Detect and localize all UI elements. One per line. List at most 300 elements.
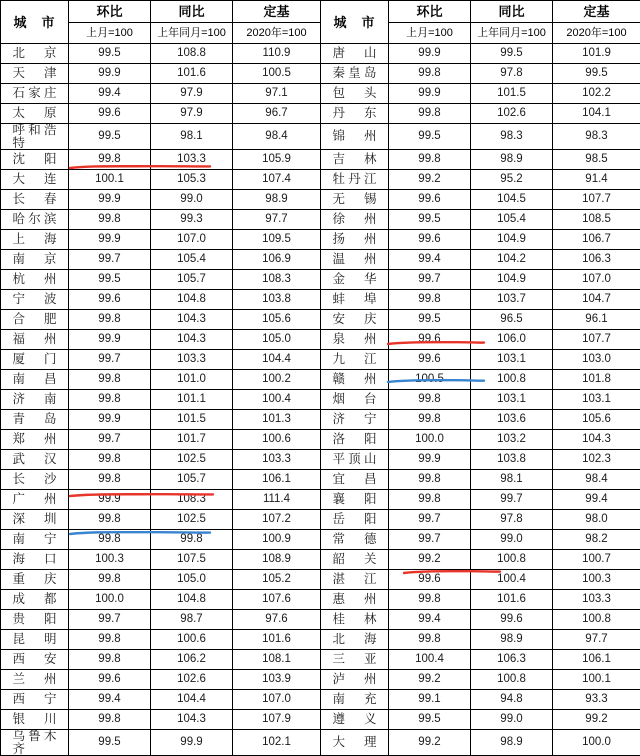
table-row xyxy=(1,490,640,510)
row-city-left xyxy=(1,710,69,730)
city-name: 深圳 xyxy=(13,513,57,526)
row-city-right xyxy=(321,270,389,290)
row-city-right xyxy=(321,64,389,84)
city-name: 泉州 xyxy=(333,333,377,346)
row-mom-left: 99.7 xyxy=(69,430,151,450)
row-mom-left: 99.8 xyxy=(69,530,151,550)
table-row xyxy=(1,230,640,250)
row-city-left xyxy=(1,230,69,250)
city-name: 昆明 xyxy=(13,633,57,646)
row-base-left: 101.3 xyxy=(233,410,321,430)
row-yoy-right: 99.5 xyxy=(471,44,553,64)
row-yoy-right: 101.5 xyxy=(471,84,553,104)
row-city-left xyxy=(1,190,69,210)
row-mom-left: 99.8 xyxy=(69,310,151,330)
row-mom-right: 99.8 xyxy=(389,104,471,124)
row-base-right: 99.5 xyxy=(553,64,640,84)
row-city-left xyxy=(1,450,69,470)
row-base-right: 107.0 xyxy=(553,270,640,290)
row-base-right: 106.1 xyxy=(553,650,640,670)
table-row xyxy=(1,330,640,350)
row-city-left xyxy=(1,84,69,104)
row-mom-right: 99.6 xyxy=(389,190,471,210)
row-city-right xyxy=(321,230,389,250)
row-base-right: 100.0 xyxy=(553,730,640,756)
city-name: 锦州 xyxy=(333,130,377,143)
row-yoy-right: 106.0 xyxy=(471,330,553,350)
city-name: 杭州 xyxy=(13,273,57,286)
city-name: 济南 xyxy=(13,393,57,406)
city-name: 乌鲁木齐 xyxy=(13,730,57,755)
row-mom-right: 99.4 xyxy=(389,610,471,630)
header-group-base-right: 定基 xyxy=(553,1,640,23)
table-row xyxy=(1,710,640,730)
city-name: 上海 xyxy=(13,233,57,246)
header-sub-mom-right: 上月=100 xyxy=(389,23,471,44)
row-base-right: 98.5 xyxy=(553,150,640,170)
row-yoy-right: 97.8 xyxy=(471,510,553,530)
row-mom-right: 99.6 xyxy=(389,230,471,250)
city-name: 大连 xyxy=(13,173,57,186)
row-city-right xyxy=(321,430,389,450)
row-mom-left: 99.9 xyxy=(69,330,151,350)
row-base-right: 103.3 xyxy=(553,590,640,610)
row-city-left xyxy=(1,730,69,756)
row-city-right xyxy=(321,690,389,710)
table-row xyxy=(1,470,640,490)
table-row xyxy=(1,350,640,370)
city-name: 北京 xyxy=(13,47,57,60)
row-city-right xyxy=(321,650,389,670)
table-row xyxy=(1,670,640,690)
city-name: 洛阳 xyxy=(333,433,377,446)
row-yoy-left: 101.5 xyxy=(151,410,233,430)
city-name: 郑州 xyxy=(13,433,57,446)
table-row xyxy=(1,510,640,530)
city-name: 桂林 xyxy=(333,613,377,626)
city-name: 长沙 xyxy=(13,473,57,486)
row-city-left xyxy=(1,650,69,670)
header-group-yoy-left: 同比 xyxy=(151,1,233,23)
row-base-left: 111.4 xyxy=(233,490,321,510)
row-base-right: 96.1 xyxy=(553,310,640,330)
row-base-right: 108.5 xyxy=(553,210,640,230)
row-city-left xyxy=(1,290,69,310)
row-base-left: 98.4 xyxy=(233,124,321,150)
row-yoy-right: 100.8 xyxy=(471,550,553,570)
row-city-left xyxy=(1,570,69,590)
row-base-right: 100.7 xyxy=(553,550,640,570)
row-mom-left: 99.8 xyxy=(69,210,151,230)
row-city-right xyxy=(321,44,389,64)
row-base-right: 98.3 xyxy=(553,124,640,150)
city-name: 襄阳 xyxy=(333,493,377,506)
city-name: 福州 xyxy=(13,333,57,346)
row-city-right xyxy=(321,290,389,310)
row-city-right xyxy=(321,170,389,190)
row-yoy-right: 105.4 xyxy=(471,210,553,230)
row-base-left: 105.9 xyxy=(233,150,321,170)
row-city-left xyxy=(1,670,69,690)
row-yoy-left: 105.7 xyxy=(151,470,233,490)
row-base-right: 98.0 xyxy=(553,510,640,530)
row-base-right: 106.3 xyxy=(553,250,640,270)
table-row xyxy=(1,690,640,710)
city-name: 大理 xyxy=(333,736,377,749)
row-mom-left: 99.5 xyxy=(69,124,151,150)
row-city-right xyxy=(321,730,389,756)
row-yoy-right: 102.6 xyxy=(471,104,553,124)
row-yoy-left: 101.6 xyxy=(151,64,233,84)
table-body xyxy=(1,44,640,756)
row-yoy-left: 99.3 xyxy=(151,210,233,230)
row-mom-right: 99.7 xyxy=(389,510,471,530)
row-city-right xyxy=(321,570,389,590)
row-mom-left: 99.8 xyxy=(69,450,151,470)
row-yoy-right: 99.0 xyxy=(471,530,553,550)
row-yoy-left: 102.5 xyxy=(151,510,233,530)
row-yoy-left: 97.9 xyxy=(151,104,233,124)
row-mom-left: 99.4 xyxy=(69,84,151,104)
city-name: 西宁 xyxy=(13,693,57,706)
row-yoy-right: 98.9 xyxy=(471,150,553,170)
row-yoy-left: 102.6 xyxy=(151,670,233,690)
row-city-right xyxy=(321,590,389,610)
row-base-left: 100.6 xyxy=(233,430,321,450)
city-name: 银川 xyxy=(13,713,57,726)
row-yoy-left: 99.8 xyxy=(151,530,233,550)
row-base-right: 104.7 xyxy=(553,290,640,310)
header-group-mom-left: 环比 xyxy=(69,1,151,23)
row-base-right: 99.4 xyxy=(553,490,640,510)
row-yoy-right: 97.8 xyxy=(471,64,553,84)
city-name: 温州 xyxy=(333,253,377,266)
city-name: 九江 xyxy=(333,353,377,366)
header-city-left: 城 市 xyxy=(1,1,69,44)
row-mom-right: 99.8 xyxy=(389,490,471,510)
row-yoy-right: 103.1 xyxy=(471,350,553,370)
row-mom-left: 99.8 xyxy=(69,370,151,390)
row-base-left: 106.9 xyxy=(233,250,321,270)
row-yoy-left: 105.7 xyxy=(151,270,233,290)
city-name: 宜昌 xyxy=(333,473,377,486)
row-city-left xyxy=(1,690,69,710)
row-city-left xyxy=(1,510,69,530)
row-city-left xyxy=(1,370,69,390)
city-name: 扬州 xyxy=(333,233,377,246)
table-row xyxy=(1,270,640,290)
row-yoy-right: 100.4 xyxy=(471,570,553,590)
row-yoy-left: 101.0 xyxy=(151,370,233,390)
row-city-left xyxy=(1,490,69,510)
row-mom-right: 99.5 xyxy=(389,310,471,330)
row-base-left: 97.1 xyxy=(233,84,321,104)
table-row xyxy=(1,370,640,390)
row-mom-right: 99.8 xyxy=(389,64,471,84)
row-base-left: 98.9 xyxy=(233,190,321,210)
table-row xyxy=(1,570,640,590)
table-row xyxy=(1,730,640,756)
row-mom-left: 99.8 xyxy=(69,710,151,730)
table-row xyxy=(1,590,640,610)
city-name: 南昌 xyxy=(13,373,57,386)
row-base-left: 102.1 xyxy=(233,730,321,756)
row-mom-left: 99.5 xyxy=(69,730,151,756)
city-name: 成都 xyxy=(13,593,57,606)
table-row xyxy=(1,630,640,650)
table-row xyxy=(1,84,640,104)
row-yoy-right: 103.1 xyxy=(471,390,553,410)
table-row xyxy=(1,390,640,410)
row-city-right xyxy=(321,390,389,410)
row-mom-left: 99.9 xyxy=(69,490,151,510)
row-base-left: 97.6 xyxy=(233,610,321,630)
row-yoy-left: 107.5 xyxy=(151,550,233,570)
row-mom-right: 99.8 xyxy=(389,290,471,310)
row-mom-left: 99.7 xyxy=(69,350,151,370)
row-city-right xyxy=(321,250,389,270)
row-mom-left: 100.0 xyxy=(69,590,151,610)
row-city-right xyxy=(321,350,389,370)
row-mom-right: 99.8 xyxy=(389,410,471,430)
row-mom-left: 100.3 xyxy=(69,550,151,570)
row-yoy-left: 101.7 xyxy=(151,430,233,450)
row-yoy-left: 104.3 xyxy=(151,310,233,330)
city-name: 石家庄 xyxy=(13,87,57,100)
row-city-right xyxy=(321,630,389,650)
row-mom-left: 99.9 xyxy=(69,190,151,210)
row-city-left xyxy=(1,250,69,270)
row-yoy-left: 103.3 xyxy=(151,350,233,370)
row-yoy-left: 104.8 xyxy=(151,290,233,310)
city-name: 徐州 xyxy=(333,213,377,226)
row-yoy-right: 104.9 xyxy=(471,270,553,290)
row-base-left: 105.6 xyxy=(233,310,321,330)
city-name: 海口 xyxy=(13,553,57,566)
row-yoy-left: 101.1 xyxy=(151,390,233,410)
row-yoy-left: 106.2 xyxy=(151,650,233,670)
row-yoy-left: 104.3 xyxy=(151,330,233,350)
table-header xyxy=(1,1,640,44)
table-row xyxy=(1,430,640,450)
row-mom-right: 99.5 xyxy=(389,710,471,730)
table-row xyxy=(1,290,640,310)
city-name: 泸州 xyxy=(333,673,377,686)
row-mom-right: 99.7 xyxy=(389,530,471,550)
table-row xyxy=(1,450,640,470)
row-yoy-right: 98.9 xyxy=(471,630,553,650)
row-mom-right: 100.5 xyxy=(389,370,471,390)
row-base-right: 104.3 xyxy=(553,430,640,450)
city-name: 遵义 xyxy=(333,713,377,726)
row-base-left: 107.0 xyxy=(233,690,321,710)
row-city-left xyxy=(1,390,69,410)
row-base-right: 100.1 xyxy=(553,670,640,690)
row-mom-right: 99.9 xyxy=(389,84,471,104)
row-city-right xyxy=(321,104,389,124)
row-base-right: 107.7 xyxy=(553,190,640,210)
row-mom-left: 100.1 xyxy=(69,170,151,190)
city-name: 包头 xyxy=(333,87,377,100)
table-row xyxy=(1,550,640,570)
row-yoy-left: 105.0 xyxy=(151,570,233,590)
row-city-left xyxy=(1,350,69,370)
table-row xyxy=(1,310,640,330)
city-name: 厦门 xyxy=(13,353,57,366)
row-base-left: 105.0 xyxy=(233,330,321,350)
row-yoy-right: 99.7 xyxy=(471,490,553,510)
row-mom-left: 99.6 xyxy=(69,104,151,124)
city-name: 烟台 xyxy=(333,393,377,406)
city-name: 牡丹江 xyxy=(333,173,377,186)
city-name: 吉林 xyxy=(333,153,377,166)
row-yoy-right: 104.9 xyxy=(471,230,553,250)
row-base-left: 101.6 xyxy=(233,630,321,650)
city-name: 天津 xyxy=(13,67,57,80)
row-city-left xyxy=(1,610,69,630)
row-base-left: 104.4 xyxy=(233,350,321,370)
city-name: 长春 xyxy=(13,193,57,206)
row-yoy-right: 103.2 xyxy=(471,430,553,450)
row-yoy-right: 99.6 xyxy=(471,610,553,630)
row-base-left: 107.9 xyxy=(233,710,321,730)
row-mom-left: 99.8 xyxy=(69,470,151,490)
row-mom-right: 99.2 xyxy=(389,670,471,690)
row-mom-right: 99.7 xyxy=(389,270,471,290)
city-name: 平顶山 xyxy=(333,453,377,466)
city-name: 丹东 xyxy=(333,107,377,120)
row-yoy-left: 108.3 xyxy=(151,490,233,510)
row-base-left: 109.5 xyxy=(233,230,321,250)
row-city-right xyxy=(321,510,389,530)
row-city-left xyxy=(1,150,69,170)
row-base-right: 103.1 xyxy=(553,390,640,410)
row-base-left: 108.3 xyxy=(233,270,321,290)
row-base-right: 100.3 xyxy=(553,570,640,590)
row-city-left xyxy=(1,44,69,64)
row-city-left xyxy=(1,104,69,124)
row-yoy-right: 98.3 xyxy=(471,124,553,150)
row-base-right: 104.1 xyxy=(553,104,640,124)
city-name: 岳阳 xyxy=(333,513,377,526)
row-yoy-right: 94.8 xyxy=(471,690,553,710)
row-city-left xyxy=(1,170,69,190)
row-mom-left: 99.8 xyxy=(69,630,151,650)
row-city-right xyxy=(321,490,389,510)
city-name: 常德 xyxy=(333,533,377,546)
table-row xyxy=(1,610,640,630)
row-yoy-left: 104.4 xyxy=(151,690,233,710)
header-sub-base-right: 2020年=100 xyxy=(553,23,640,44)
table-row xyxy=(1,530,640,550)
row-yoy-right: 103.8 xyxy=(471,450,553,470)
city-name: 安庆 xyxy=(333,313,377,326)
header-group-yoy-right: 同比 xyxy=(471,1,553,23)
row-city-right xyxy=(321,670,389,690)
row-city-left xyxy=(1,124,69,150)
row-mom-right: 99.1 xyxy=(389,690,471,710)
row-base-right: 105.6 xyxy=(553,410,640,430)
row-mom-right: 99.8 xyxy=(389,590,471,610)
row-base-left: 107.4 xyxy=(233,170,321,190)
row-mom-right: 99.5 xyxy=(389,124,471,150)
row-city-right xyxy=(321,190,389,210)
row-base-left: 106.1 xyxy=(233,470,321,490)
row-yoy-left: 104.8 xyxy=(151,590,233,610)
city-name: 武汉 xyxy=(13,453,57,466)
row-mom-left: 99.6 xyxy=(69,290,151,310)
row-city-left xyxy=(1,330,69,350)
row-base-right: 98.4 xyxy=(553,470,640,490)
city-name: 秦皇岛 xyxy=(333,67,377,80)
city-name: 北海 xyxy=(333,633,377,646)
row-city-left xyxy=(1,530,69,550)
row-yoy-right: 104.2 xyxy=(471,250,553,270)
row-yoy-right: 95.2 xyxy=(471,170,553,190)
table-row xyxy=(1,44,640,64)
row-city-right xyxy=(321,470,389,490)
header-sub-mom-left: 上月=100 xyxy=(69,23,151,44)
header-group-mom-right: 环比 xyxy=(389,1,471,23)
row-city-right xyxy=(321,410,389,430)
row-base-right: 102.3 xyxy=(553,450,640,470)
city-name: 三亚 xyxy=(333,653,377,666)
row-mom-left: 99.4 xyxy=(69,690,151,710)
row-yoy-right: 103.6 xyxy=(471,410,553,430)
row-base-left: 100.5 xyxy=(233,64,321,84)
row-city-right xyxy=(321,150,389,170)
row-city-left xyxy=(1,270,69,290)
row-yoy-left: 105.3 xyxy=(151,170,233,190)
row-base-left: 97.7 xyxy=(233,210,321,230)
row-city-left xyxy=(1,310,69,330)
row-yoy-left: 105.4 xyxy=(151,250,233,270)
row-base-left: 103.3 xyxy=(233,450,321,470)
row-base-left: 100.2 xyxy=(233,370,321,390)
city-name: 湛江 xyxy=(333,573,377,586)
row-yoy-right: 98.1 xyxy=(471,470,553,490)
row-yoy-right: 106.3 xyxy=(471,650,553,670)
row-mom-left: 99.7 xyxy=(69,610,151,630)
city-name: 西安 xyxy=(13,653,57,666)
row-base-left: 100.9 xyxy=(233,530,321,550)
row-base-left: 107.2 xyxy=(233,510,321,530)
city-name: 合肥 xyxy=(13,313,57,326)
row-yoy-left: 108.8 xyxy=(151,44,233,64)
table-row xyxy=(1,410,640,430)
row-city-right xyxy=(321,310,389,330)
table-row xyxy=(1,104,640,124)
row-yoy-left: 102.5 xyxy=(151,450,233,470)
table-row xyxy=(1,250,640,270)
city-name: 南京 xyxy=(13,253,57,266)
row-base-left: 103.8 xyxy=(233,290,321,310)
row-yoy-left: 104.3 xyxy=(151,710,233,730)
header-row-groups xyxy=(1,1,640,23)
row-mom-left: 99.6 xyxy=(69,670,151,690)
row-mom-left: 99.5 xyxy=(69,44,151,64)
row-mom-right: 99.2 xyxy=(389,730,471,756)
city-name: 济宁 xyxy=(333,413,377,426)
row-base-right: 93.3 xyxy=(553,690,640,710)
row-mom-right: 99.6 xyxy=(389,350,471,370)
row-mom-left: 99.8 xyxy=(69,650,151,670)
header-city-right: 城 市 xyxy=(321,1,389,44)
row-base-left: 96.7 xyxy=(233,104,321,124)
city-name: 重庆 xyxy=(13,573,57,586)
row-yoy-right: 101.6 xyxy=(471,590,553,610)
row-base-left: 108.9 xyxy=(233,550,321,570)
